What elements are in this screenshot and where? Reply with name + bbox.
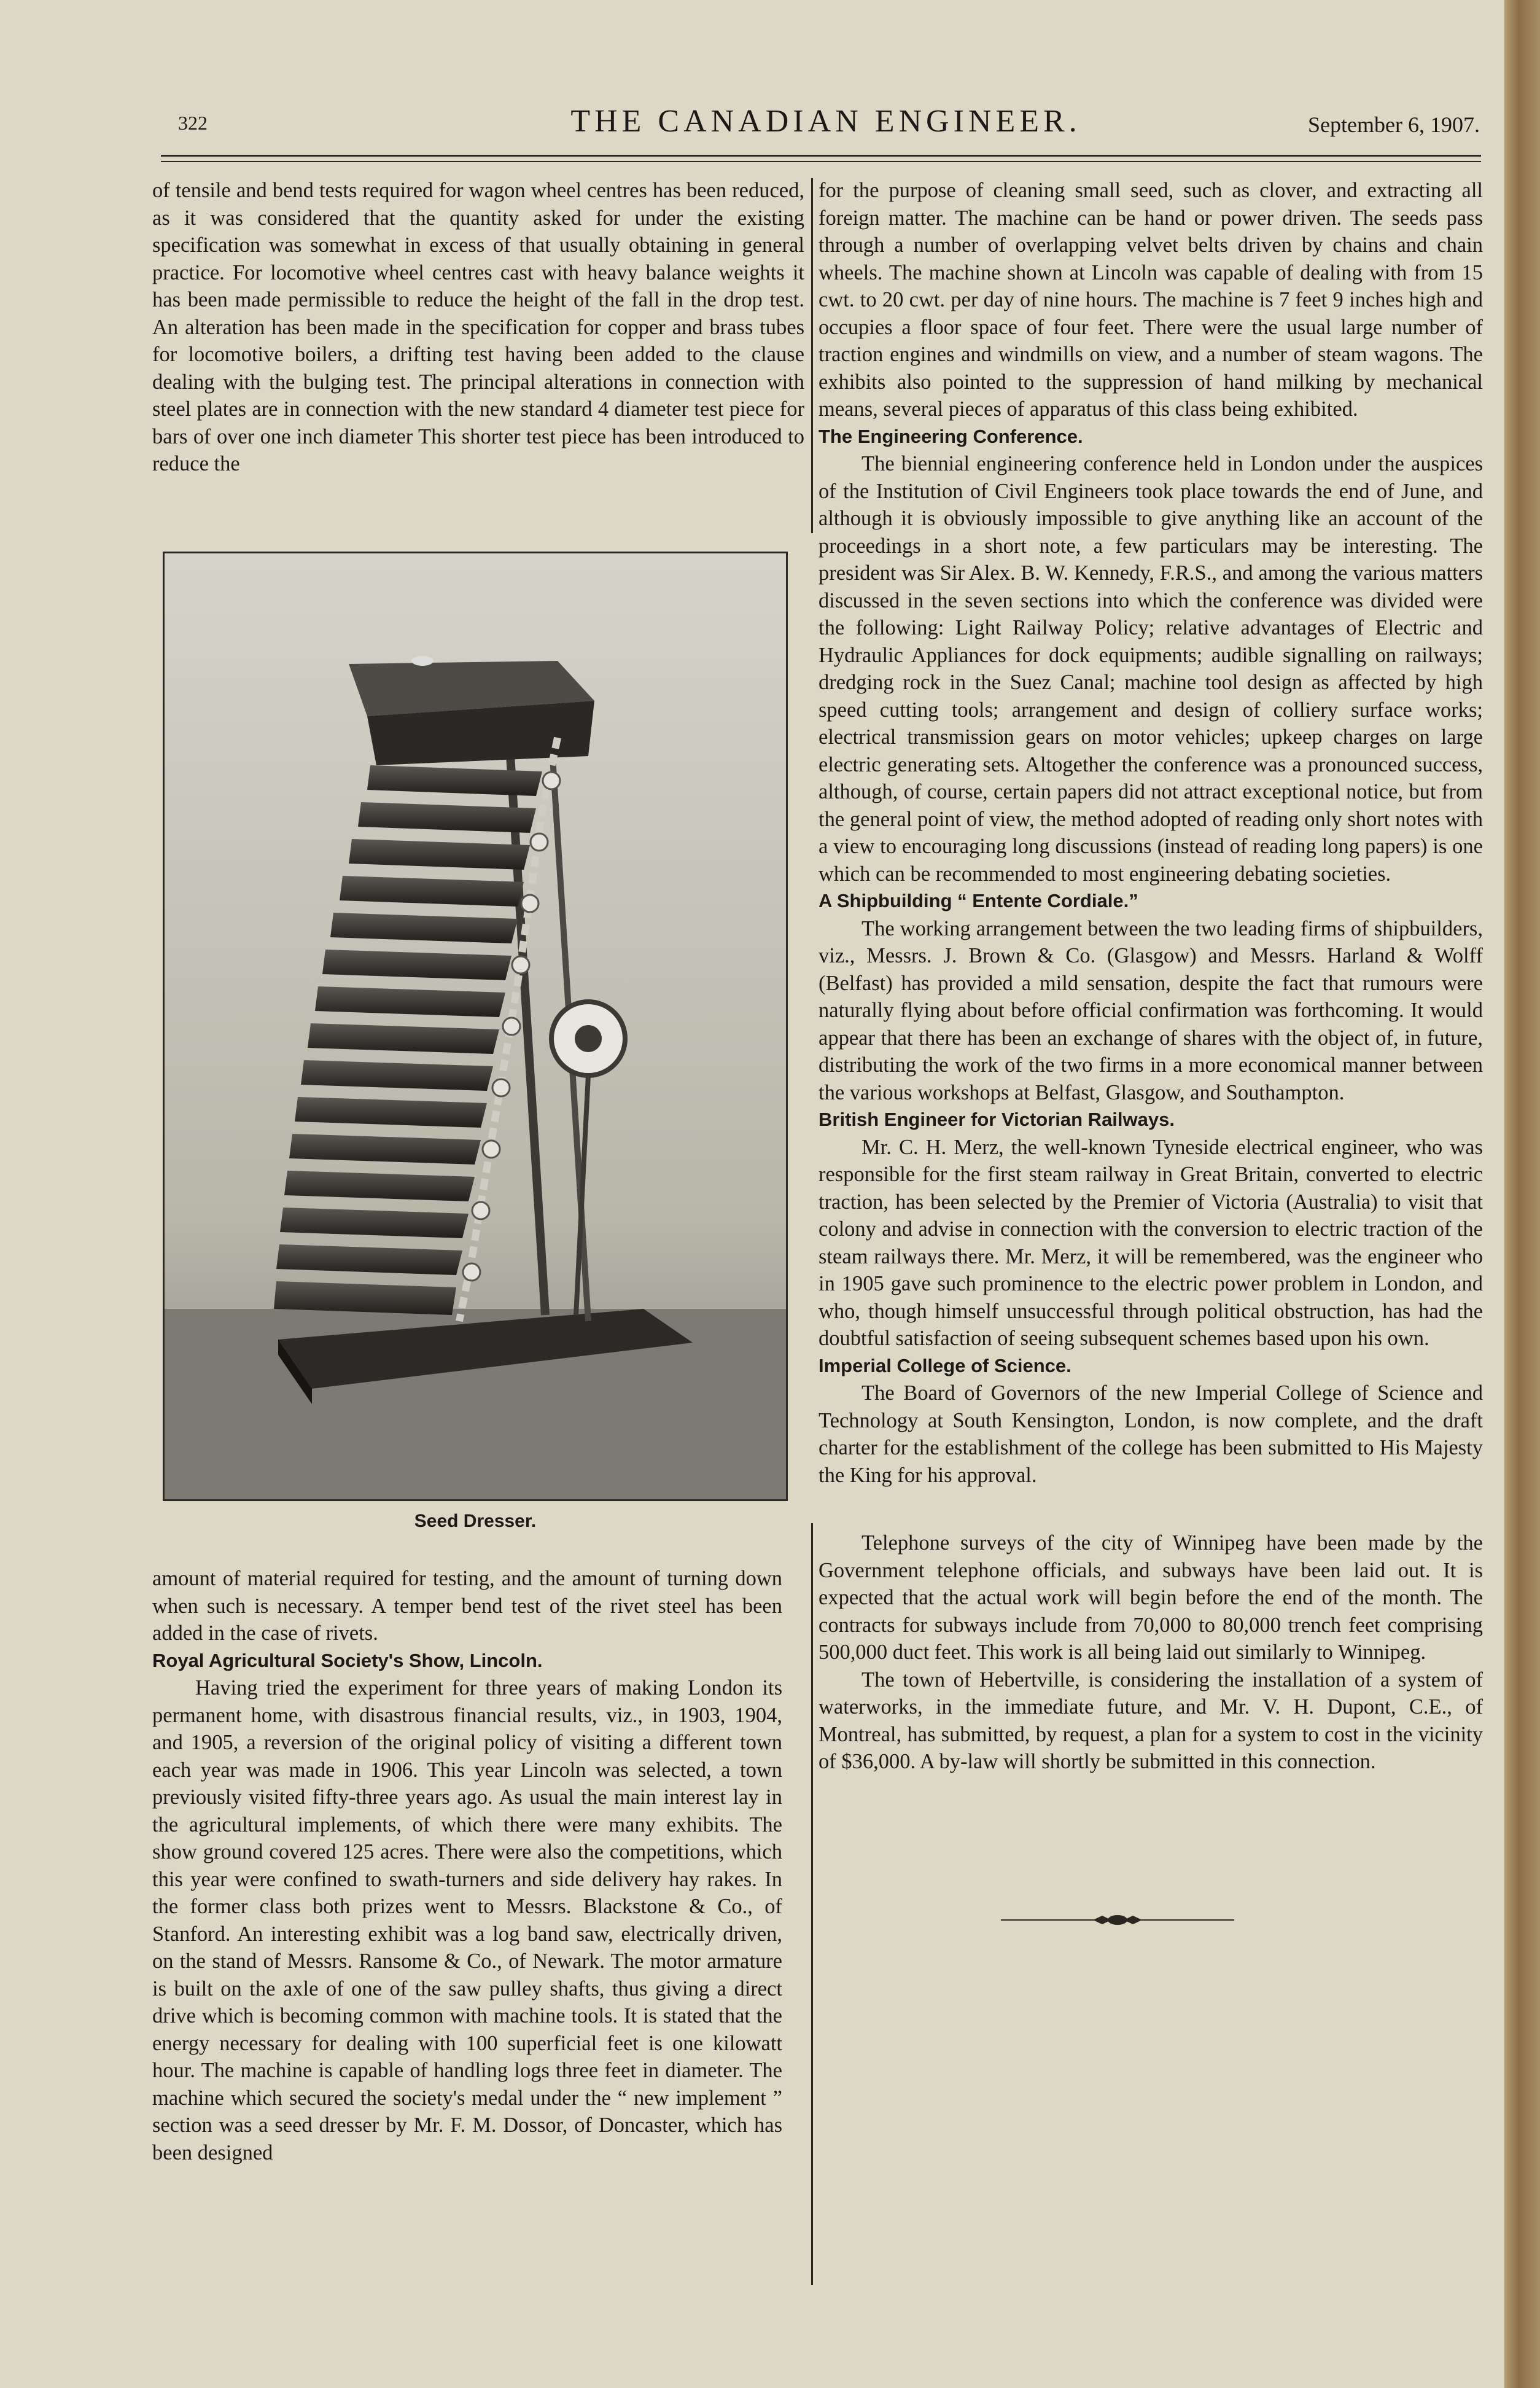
left-top-paragraph: of tensile and bend tests required for wagon wheel centres has been reduced, as it was considered that the quantity asked for under the existing specification was somewhat in excess of that usually obtaining in general practice. For locomotive wheel centres cast with heavy balance weights it has been made permissible to reduce the height of the fall in the drop test. An alteration has been made in the specification for copper and brass tubes for locomotive boilers, a drifting test having been added to the clause dealing with the bulging test. The principal alterations in connection with steel plates are in connection with the new standard 4 diameter test piece for bars of over one inch diameter This shorter test piece has been introduced to reduce the — [152, 179, 804, 475]
note-hebertville-waterworks: The town of Hebertville, is considering the installation of a system of waterworks, in the immediate future, and Mr. V. H. Dupont, C.E., of Montreal, has submitted, by request, a plan for a system to cost in the vicinity of $36,000. A by-law will shortly be submitted in this connection. — [819, 1668, 1483, 1773]
header-rule-bottom — [161, 161, 1481, 162]
ornament-spacer — [819, 1489, 1483, 1529]
section-heading-royal-show: Royal Agricultural Society's Show, Lincoln. — [152, 1649, 543, 1671]
section-divider-ornament — [1001, 1912, 1234, 1928]
issue-date: September 6, 1907. — [1308, 112, 1480, 137]
left-column-top — [152, 177, 804, 478]
section-body-royal-show: Having tried the experiment for three years of making London its permanent home, with disastrous financial results, viz., in 1903, 1904, and 1905, a reversion of the original policy of visiting a different town each year was made in 1906. This year Lincoln was selected, a town previously visited fifty-three years ago. As usual the main interest lay in the agricultural implements, of which there were many exhibits. The show ground covered 125 acres. There were also the competitions, which this year were confined to swath-turners and side delivery hay rakes. In the former class both prizes went to Messrs. Blackstone & Co., of Stanford. An interesting exhibit was a log band saw, electrically driven, on the stand of Messrs. Ransome & Co., of Newark. The motor armature is built on the axle of one of the saw pulley shafts, thus giving a direct drive which is becoming common with machine tools. It is stated that the energy necessary for dealing with 100 superficial feet is one kilowatt hour. The machine is capable of handling logs three feet in diameter. The machine which secured the society's medal under the “ new implement ” section was a seed dresser by Mr. F. M. Dossor, of Doncaster, which has been designed — [152, 1676, 782, 2164]
section-heading-imperial-college: Imperial College of Science. — [819, 1354, 1071, 1376]
right-column — [819, 177, 1483, 1776]
page-header — [166, 103, 1486, 146]
section-body-shipbuilding: The working arrangement between the two leading firms of shipbuilders, viz., Messrs. J. Brown & Co. (Glasgow) and Messrs. Harland & Wolff (Belfast) has provided a mild sensation, despite the fact that rumours were naturally flying about before official confirmation was forthcoming. It would appear that there has been an exchange of shares with the object of, in future, distributing the work of the two firms in a more economical manner between the various workshops at Belfast, Glasgow, and Southampton. — [819, 916, 1483, 1104]
page-number: 322 — [178, 112, 208, 134]
note-winnipeg-telephone: Telephone surveys of the city of Winnipeg have been made by the Government telephone officials, and subways have been laid out. It is expected that the actual work will begin before the end of the month. The contracts for subways include from 70,000 to 80,000 trench feet comprising 500,000 duct feet. This work is all being laid out similarly to Winnipeg. — [819, 1531, 1483, 1664]
section-heading-shipbuilding: A Shipbuilding “ Entente Cordiale.” — [819, 890, 1138, 911]
page-binding-edge — [1504, 0, 1540, 2388]
column-rule-bottom — [811, 1523, 813, 2285]
section-body-imperial-college: The Board of Governors of the new Imperial College of Science and Technology at South Kensington, London, is now complete, and the draft charter for the establishment of the college has been submitted to His Majesty the King for his approval. — [819, 1381, 1483, 1487]
journal-title: THE CANADIAN ENGINEER. — [570, 104, 1081, 139]
left-after-figure: amount of material required for testing, and the amount of turning down when such is necessary. A temper bend test of the rivet steel has been added in the case of rivets. — [152, 1567, 782, 1645]
section-heading-victorian-railways: British Engineer for Victorian Railways. — [819, 1109, 1175, 1130]
figure-caption: Seed Dresser. — [414, 1511, 537, 1531]
seed-dresser-photo — [163, 552, 788, 1501]
section-body-victorian-railways: Mr. C. H. Merz, the well-known Tyneside electrical engineer, who was responsible for the first steam railway in Great Britain, converted to electric traction, has been selected by the Premier of Victoria (Australia) to visit that colony and advise in connection with the conversion to electric traction of the steam railways there. Mr. Merz, it will be remembered, was the engineer who in 1905 gave such prominence to the electric power problem in London, and who, though himself unsuccessful through political obstruction, has had the doubtful satisfaction of seeing subsequent schemes based upon his own. — [819, 1135, 1483, 1350]
left-column-bottom — [152, 1565, 782, 2166]
header-rule-top — [161, 155, 1481, 157]
section-body-engineering-conference: The biennial engineering conference held in London under the auspices of the Institution of Civil Engineers took place towards the end of June, and although it is obviously impossible to give anything like an account of the proceedings in a short note, a few particulars may be interesting. The president was Sir Alex. B. W. Kennedy, F.R.S., and among the various matters discussed in the seven sections into which the conference was divided were the following: Light Railway Policy; relative advantages of Electric and Hydraulic Appliances for dock equipments; audible signalling on railways; dredging rock in the Suez Canal; machine tool design as affected by high speed cutting tools; arrangement and design of colliery surface works; electrical transmission gears on motor vehicles; upkeep charges on large electric generating sets. Altogether the conference was a pronounced success, although, of course, certain papers did not attract exceptional notice, but from the general point of view, the method adopted of reading only short notes with a view to encouraging long discussions (instead of reading long papers) is one which can be recommended to most engineering debating societies. — [819, 452, 1483, 886]
column-rule-top — [811, 178, 813, 533]
seed-dresser-illustration — [165, 553, 786, 1499]
section-heading-engineering-conference: The Engineering Conference. — [819, 425, 1083, 447]
right-continuation: for the purpose of cleaning small seed, such as clover, and extracting all foreign matter. The machine can be hand or power driven. The seeds pass through a number of overlapping velvet belts driven by chains and chain wheels. The machine shown at Lincoln was capable of dealing with from 15 cwt. to 20 cwt. per day of nine hours. The machine is 7 feet 9 inches high and occupies a floor space of four feet. There were the usual large number of traction engines and windmills on view, and a number of steam wagons. The exhibits also pointed to the suppression of hand milking by mechanical means, several pieces of apparatus of this class being exhibited. — [819, 179, 1483, 421]
